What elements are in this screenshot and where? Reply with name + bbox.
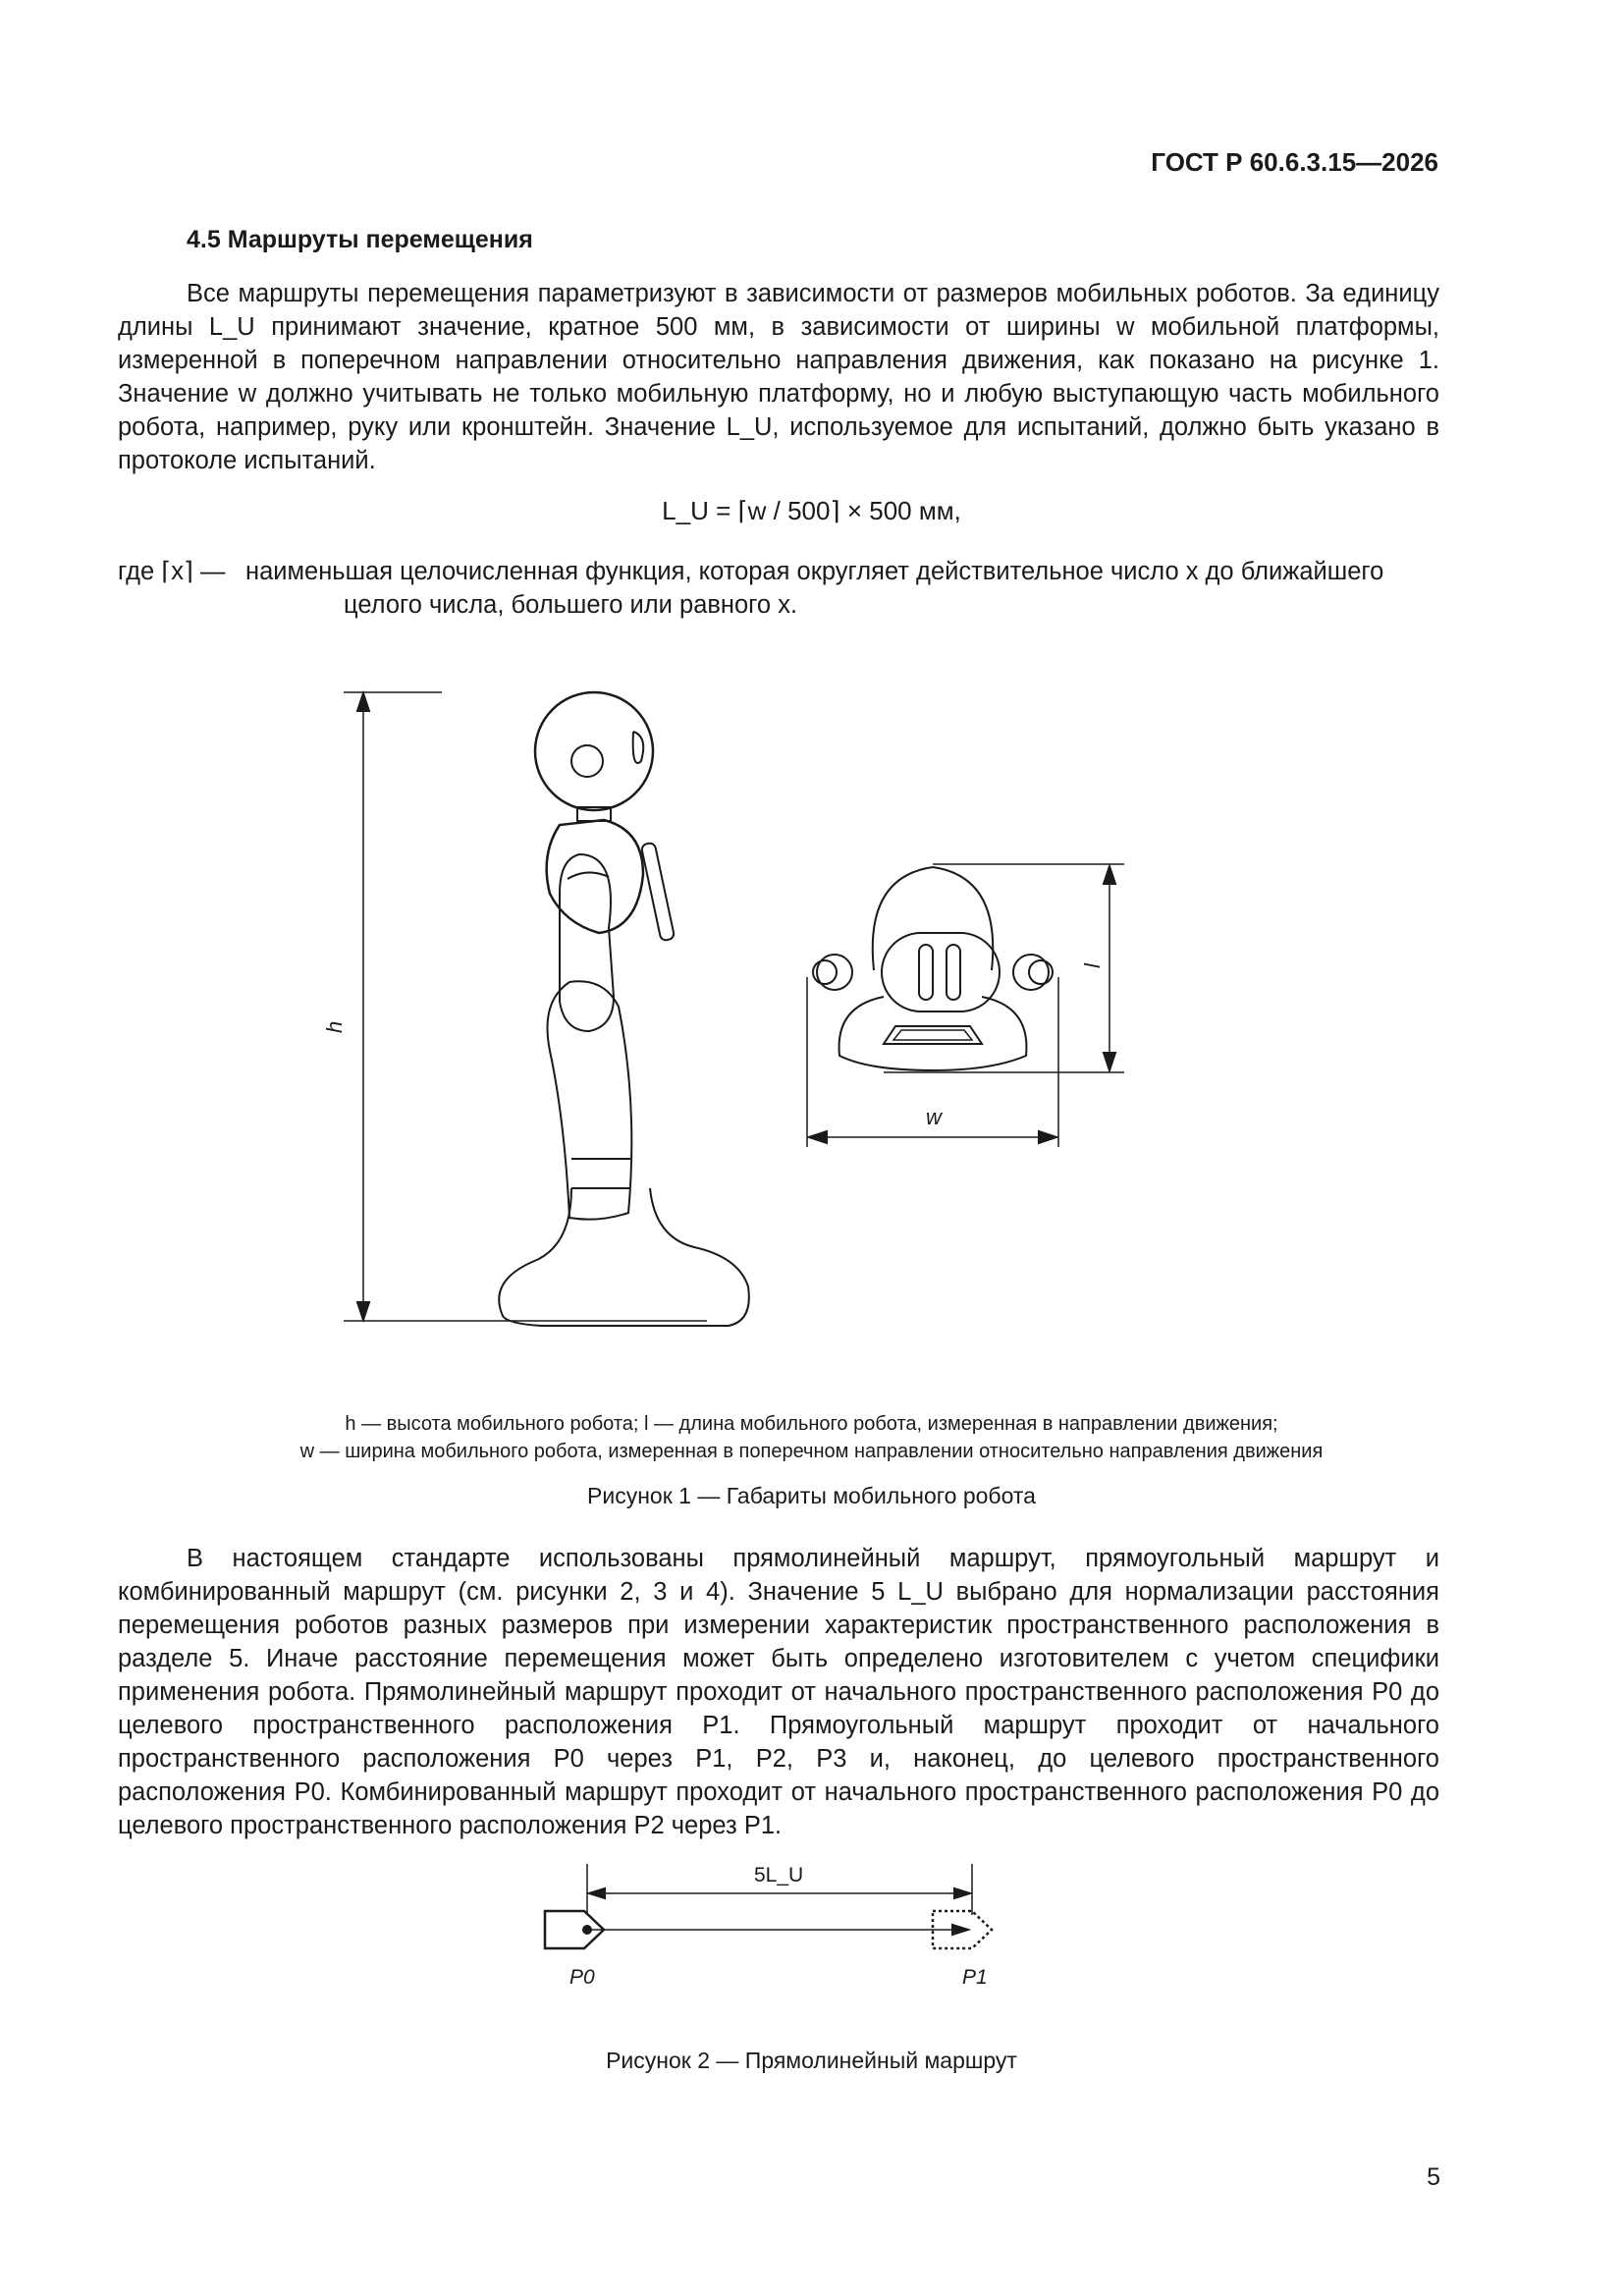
section-title: 4.5 Маршруты перемещения bbox=[187, 226, 533, 253]
start-position-label: P0 bbox=[569, 1966, 595, 1989]
figure-2-straight-route bbox=[530, 1846, 1080, 2023]
paragraph-intro: Все маршруты перемещения параметризуют в зависимости от размеров мобильных роботов. За единицу длины L_U принимают значение, кратное 500 мм, в зависимости от ширины w мобильной платформы, измеренной в поперечном направлении относительно направления движения, как показано на рисунке 1. Значение w должно учитывать не только мобильную платформу, но и любую выступающую часть мобильного робота, например, руку или кронштейн. Значение L_U, используемое для испытаний, должно быть указано в протоколе испытаний. bbox=[118, 280, 1439, 474]
figure-1-robot-dimensions bbox=[295, 678, 1276, 1345]
formula-definition: наименьшая целочисленная функция, которая округляет действительное число x до ближайшего целого числа, большего или равного x. bbox=[245, 558, 1384, 619]
formula-term: где ⌈x⌉ — bbox=[118, 558, 226, 585]
label-height: h bbox=[322, 1020, 347, 1033]
label-width: w bbox=[926, 1105, 942, 1129]
page-number: 5 bbox=[1427, 2163, 1440, 2191]
figure-1-legend-line-1: h — высота мобильного робота; l — длина мобильного робота, измеренная в направлении движения; bbox=[345, 1413, 1278, 1435]
distance-label: 5L_U bbox=[754, 1864, 804, 1886]
end-position-label: P1 bbox=[962, 1966, 988, 1989]
figure-1-caption: Рисунок 1 — Габариты мобильного робота bbox=[587, 1483, 1036, 1508]
formula: L_U = ⌈w / 500⌉ × 500 мм, bbox=[662, 496, 961, 525]
document-code: ГОСТ Р 60.6.3.15—2026 bbox=[1151, 147, 1438, 177]
figure-1-legend-line-2: w — ширина мобильного робота, измеренная в поперечном направлении относительно направления движения bbox=[299, 1441, 1324, 1462]
figure-2-caption: Рисунок 2 — Прямолинейный маршрут bbox=[606, 2048, 1017, 2073]
label-length: l bbox=[1080, 963, 1105, 968]
paragraph-routes: В настоящем стандарте использованы прямолинейный маршрут, прямоугольный маршрут и комбинированный маршрут (см. рисунки 2, 3 и 4). Значение 5 L_U выбрано для нормализации расстояния перемещения роботов разных размеров при измерении характеристик пространственного расположения в разделе 5. Иначе расстояние перемещения может быть определено изготовителем с учетом специфики применения робота. Прямолинейный маршрут проходит от начального пространственного расположения P0 до целевого пространственного расположения P1. Прямоугольный маршрут проходит от начального пространственного расположения P0 через P1, P2, P3 и, наконец, до целевого пространственного расположения P0. Комбинированный маршрут проходит от начального пространственного расположения P0 до целевого пространственного расположения P2 через P1. bbox=[118, 1545, 1439, 1839]
